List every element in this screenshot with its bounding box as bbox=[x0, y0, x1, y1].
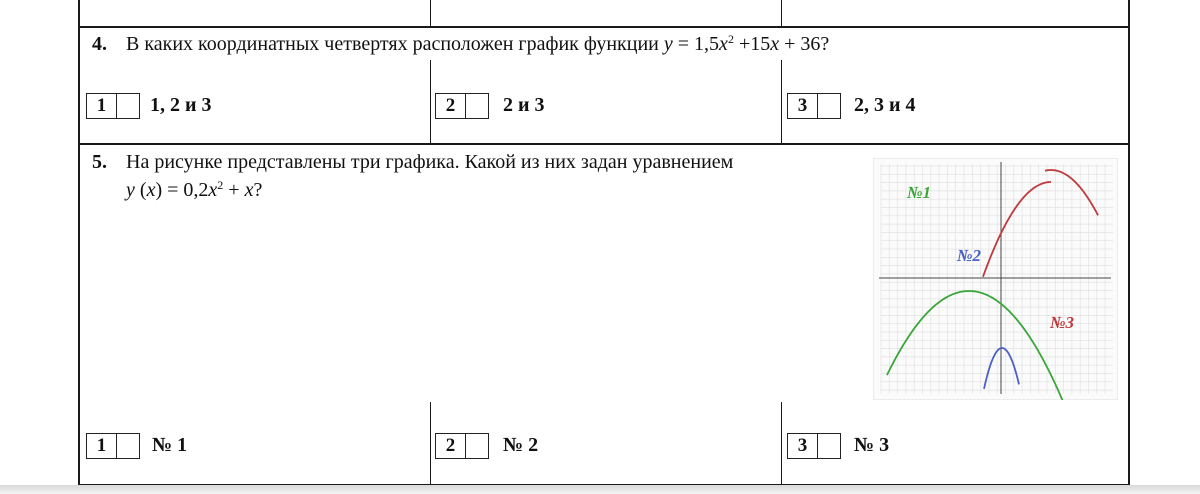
option-number: 1 bbox=[87, 94, 117, 118]
question-5-text bbox=[92, 150, 733, 174]
answer-checkbox[interactable] bbox=[787, 93, 841, 119]
formula-exp: 2 bbox=[217, 178, 224, 192]
col-sep bbox=[430, 0, 431, 26]
answer-checkbox[interactable] bbox=[435, 93, 489, 119]
answer-option-label: № 3 bbox=[854, 434, 890, 456]
formula-part: ) = 0,2 bbox=[155, 179, 209, 201]
graph-label-1: №1 bbox=[907, 183, 932, 202]
table-right-border bbox=[1128, 0, 1130, 494]
formula-var: x bbox=[770, 33, 780, 55]
table-left-border bbox=[78, 0, 80, 494]
col-sep bbox=[430, 402, 431, 484]
option-number: 3 bbox=[788, 94, 818, 118]
formula-var: y bbox=[663, 33, 673, 55]
graph-label-3: №3 bbox=[1050, 313, 1075, 332]
question-number: 4. bbox=[92, 33, 107, 55]
answer-option-label: № 2 bbox=[503, 434, 539, 456]
function-graphs-figure bbox=[873, 158, 1118, 400]
graph-label-2: №2 bbox=[957, 246, 982, 265]
question-5-formula bbox=[126, 178, 262, 202]
col-sep bbox=[781, 0, 782, 26]
option-number: 1 bbox=[87, 434, 117, 458]
formula-exp: 2 bbox=[727, 32, 734, 46]
formula-part: ? bbox=[253, 179, 263, 201]
col-sep bbox=[430, 60, 431, 143]
page-bottom-edge bbox=[0, 485, 1200, 494]
col-sep bbox=[781, 60, 782, 143]
option-number: 3 bbox=[788, 434, 818, 458]
formula-part: ( bbox=[134, 179, 147, 201]
answer-checkbox[interactable] bbox=[787, 433, 841, 459]
formula-var: x bbox=[244, 179, 254, 201]
option-number: 2 bbox=[436, 94, 466, 118]
answer-option-label: 1, 2 и 3 bbox=[150, 94, 212, 116]
question-number: 5. bbox=[92, 151, 107, 173]
formula-var: x bbox=[719, 33, 728, 55]
formula-part: +15 bbox=[733, 33, 771, 55]
answer-option-label: № 1 bbox=[152, 434, 188, 456]
row-divider-middle bbox=[78, 143, 1130, 145]
row-divider-top bbox=[78, 26, 1130, 28]
question-text: В каких координатных четвертях расположен график функции bbox=[126, 33, 664, 55]
answer-checkbox[interactable] bbox=[86, 433, 140, 459]
option-number: 2 bbox=[436, 434, 466, 458]
question-4-text bbox=[92, 32, 829, 56]
answer-option-label: 2 и 3 bbox=[503, 94, 545, 116]
formula-part: + bbox=[223, 179, 245, 201]
answer-option-label: 2, 3 и 4 bbox=[854, 94, 916, 116]
answer-checkbox[interactable] bbox=[86, 93, 140, 119]
formula-var: x bbox=[208, 179, 218, 201]
col-sep bbox=[781, 402, 782, 484]
formula-part: = 1,5 bbox=[672, 33, 720, 55]
formula-part: + 36? bbox=[779, 33, 830, 55]
answer-checkbox[interactable] bbox=[435, 433, 489, 459]
formula-var: y bbox=[126, 179, 135, 201]
formula-var: x bbox=[146, 179, 156, 201]
question-text: На рисунке представлены три графика. Какой из них задан уравнением bbox=[126, 151, 734, 173]
